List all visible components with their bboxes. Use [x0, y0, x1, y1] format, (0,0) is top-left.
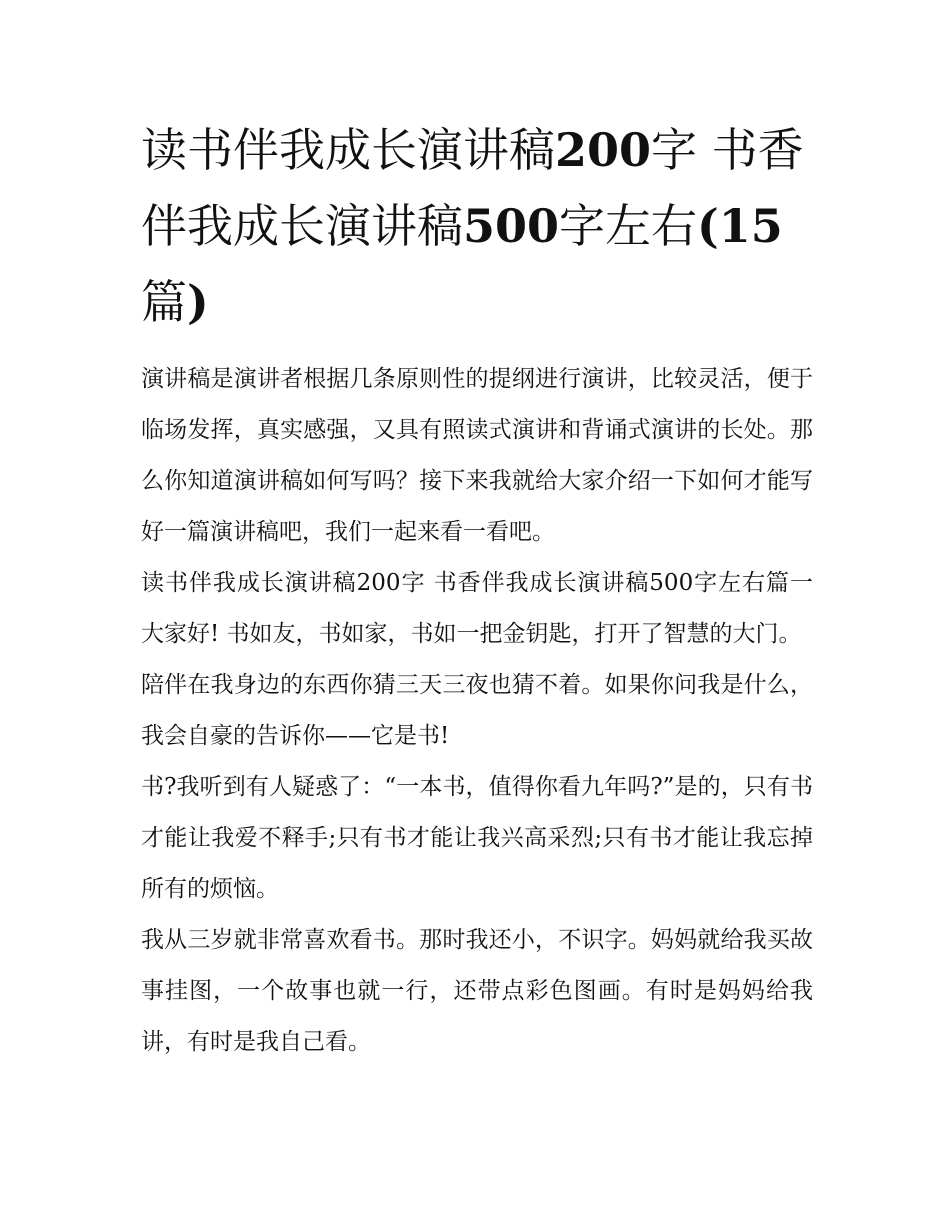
paragraph: 书?我听到有人疑惑了：“一本书，值得你看九年吗?”是的，只有书才能让我爱不释手;只有书才能让我兴高采烈;只有书才能让我忘掉所有的烦恼。: [141, 774, 813, 902]
document-page: [141, 112, 813, 1068]
paragraph: 我从三岁就非常喜欢看书。那时我还小，不识字。妈妈就给我买故事挂图，一个故事也就一行，还带点彩色图画。有时是妈妈给我讲，有时是我自己看。: [141, 927, 813, 1055]
document-title: 读书伴我成长演讲稿200字 书香伴我成长演讲稿500字左右(15篇): [141, 123, 804, 329]
paragraph: 读书伴我成长演讲稿200字 书香伴我成长演讲稿500字左右篇一 大家好! 书如友，书如家，书如一把金钥匙，打开了智慧的大门。: [141, 570, 813, 647]
paragraph: 陪伴在我身边的东西你猜三天三夜也猜不着。如果你问我是什么，我会自豪的告诉你——它是书!: [141, 672, 813, 749]
paragraph: 演讲稿是演讲者根据几条原则性的提纲进行演讲，比较灵活，便于临场发挥，真实感强，又具有照读式演讲和背诵式演讲的长处。那么你知道演讲稿如何写吗？接下来我就给大家介绍一下如何才能写好一篇演讲稿吧，我们一起来看一看吧。: [141, 366, 813, 545]
